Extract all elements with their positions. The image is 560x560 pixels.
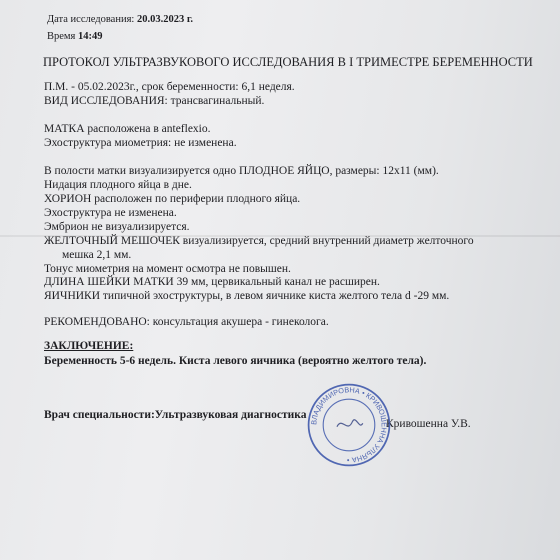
findings-line: мешка 2,1 мм. [62,249,132,261]
myometrium-line: Эхоструктура миометрия: не изменена. [44,137,237,149]
exam-date-value: 20.03.2023 г. [136,14,194,25]
exam-type-line: ВИД ИССЛЕДОВАНИЯ: трансвагинальный. [44,95,265,107]
stamp-ring-text [309,385,388,464]
signature-line [44,409,307,422]
findings-line: Тонус миометрия на момент осмотра не повышен. [44,263,291,275]
findings-line: ХОРИОН расположен по периферии плодного яйца. [44,193,301,205]
findings-line: Эмбрион не визуализируется. [44,221,190,233]
signature-specialty: Ультразвуковая диагностика [154,409,307,421]
conclusion-heading: ЗАКЛЮЧЕНИЕ: [44,340,134,352]
findings-line: ЯИЧНИКИ типичной эхоструктуры, в левом яичнике киста желтого тела d -29 мм. [44,290,450,302]
exam-date-label: Дата исследования: [47,14,135,25]
stamp-ring-textpath: ВЛАДИМИРОВНА • КРИВОШЕННА УЛЬЯНА • [309,385,389,465]
doctor-name: Кривошенна У.В. [386,418,471,430]
findings-line: ЖЕЛТОЧНЫЙ МЕШОЧЕК визуализируется, средний внутренний диаметр желточного [44,235,474,247]
findings-line: Эхоструктура не изменена. [44,207,177,219]
pm-line: П.М. - 05.02.2023г., срок беременности: 6,1 неделя. [44,81,295,93]
findings-line: ДЛИНА ШЕЙКИ МАТКИ 39 мм, цервикальный канал не расширен. [44,276,380,288]
exam-time-label: Время [47,31,76,42]
findings-line: В полости матки визуализируется одно ПЛОДНОЕ ЯЙЦО, размеры: 12x11 (мм). [44,165,439,177]
uterus-line: МАТКА расположена в anteflexio. [44,123,211,135]
findings-line: Нидация плодного яйца в дне. [44,179,192,191]
exam-time-value: 14:49 [78,31,103,42]
doctor-stamp [306,382,392,468]
page-title: ПРОТОКОЛ УЛЬТРАЗВУКОВОГО ИССЛЕДОВАНИЯ В I ТРИМЕСТРЕ БЕРЕМЕННОСТИ [43,55,533,69]
exam-time-line [47,30,103,43]
signature-label: Врач специальности: [44,409,155,421]
conclusion-text: Беременность 5-6 недель. Киста левого яичника (вероятно желтого тела). [44,355,427,367]
exam-date-line [47,13,193,26]
recommendation-line: РЕКОМЕНДОВАНО: консультация акушера - гинеколога. [44,316,329,328]
